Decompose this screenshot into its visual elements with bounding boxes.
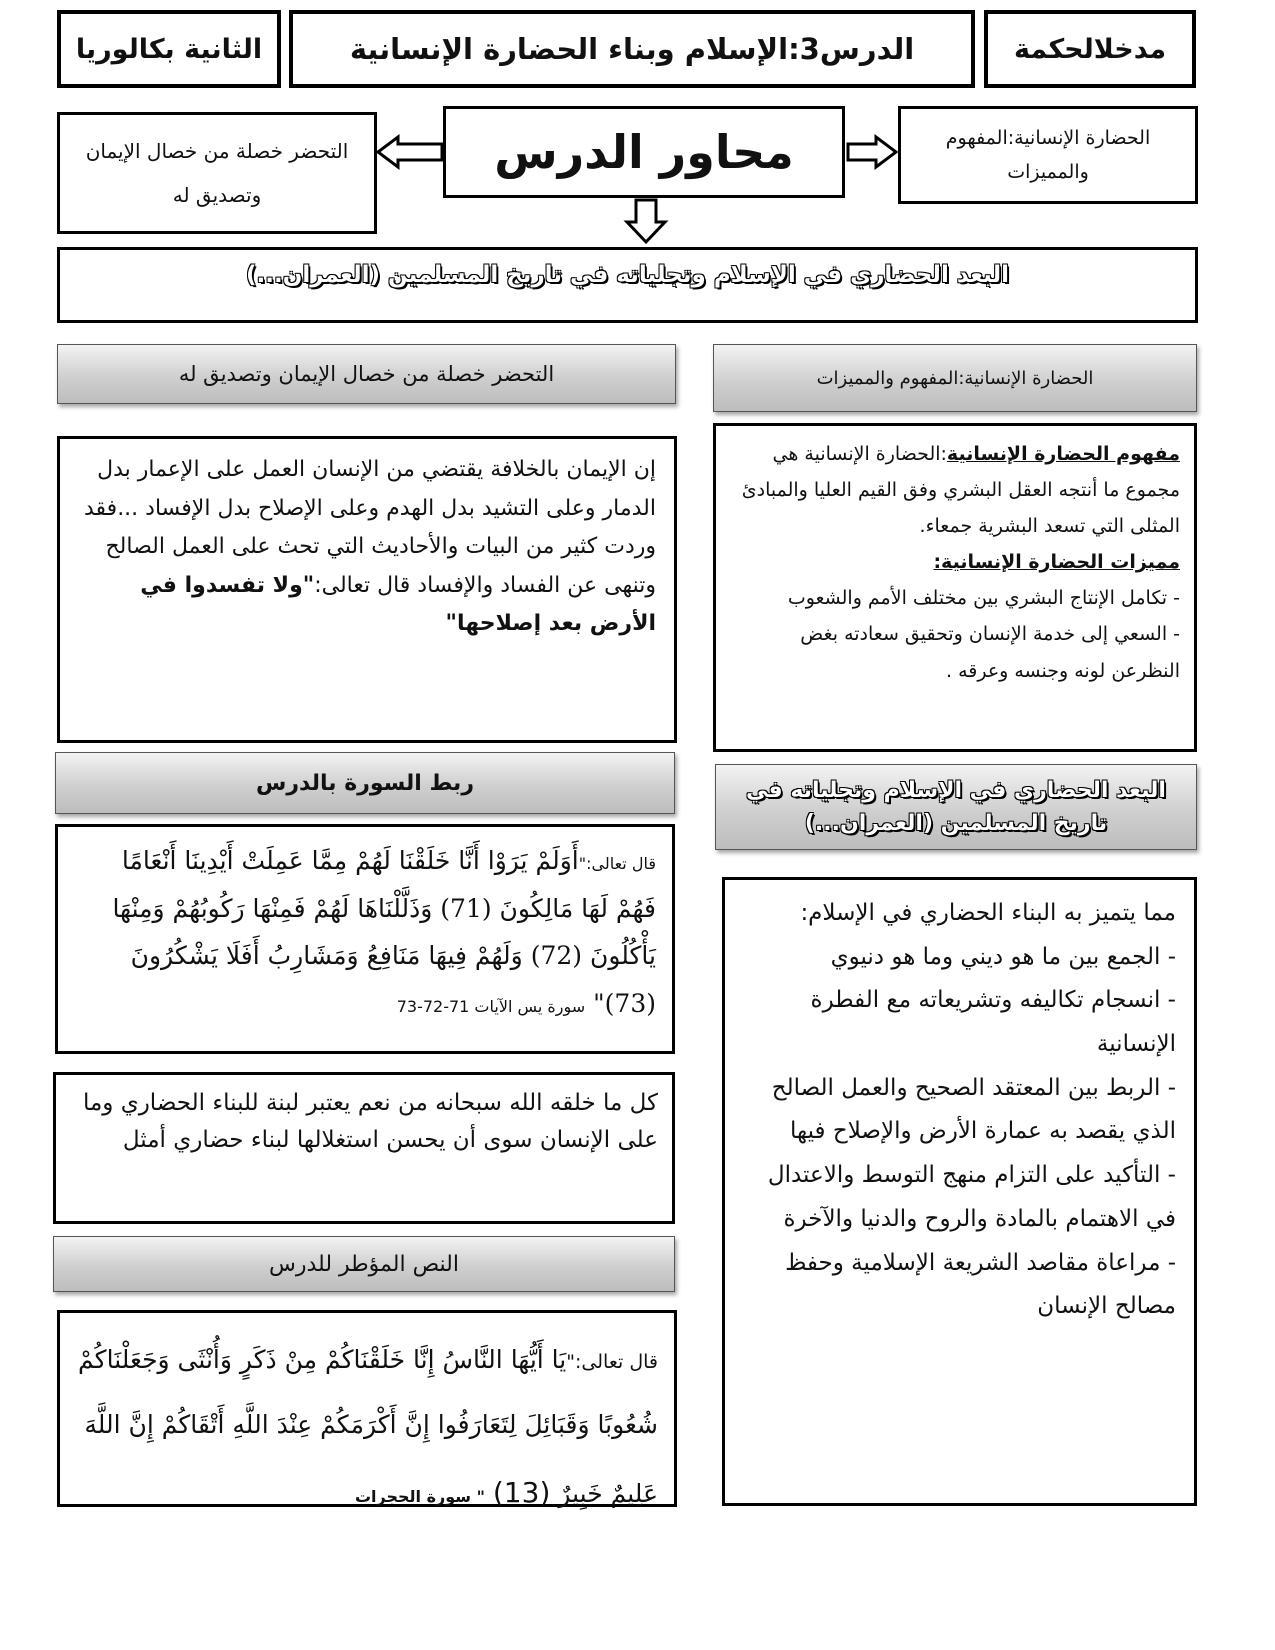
arrow-down-icon [624,198,668,244]
civ-item: - مراعاة مقاصد الشريعة الإسلامية وحفظ مصالح الإنسان [785,1249,1176,1320]
level-label: الثانية بكالوريا [75,33,263,65]
axis-bottom-label: البعد الحضاري في الإسلام وتجلياته في تاريخ المسلمين (العمران...) [246,262,1010,288]
right-heading-civilization [715,764,1197,850]
left-heading-framing-text-label: النص المؤطر للدرس [269,1251,459,1277]
lesson-title: الدرس3:الإسلام وبناء الحضارة الإنسانية [349,32,915,66]
concept-box [713,423,1197,752]
concept-label: مفهوم الحضارة الإنسانية [946,443,1180,465]
center-title-box [443,106,845,198]
axis-right-label: الحضارة الإنسانية:المفهوم والمميزات [945,126,1151,183]
faith-quote: "ولا تفسدوا في الأرض بعد إصلاحها" [140,572,656,636]
subject-box [984,10,1196,88]
civilization-box [722,877,1197,1506]
lesson-title-box [289,10,975,88]
left-heading-surah-link [55,752,675,814]
civ-item: - التأكيد على التزام منهج التوسط والاعتدال في الاهتمام بالمادة والروح والدنيا والآخرة [767,1162,1176,1232]
right-heading-concept [713,344,1197,412]
faith-box [57,436,677,743]
left-heading-surah-link-label: ربط السورة بالدرس [256,770,474,796]
frame-verse: يَا أَيُّهَا النَّاسُ إِنَّا خَلَقْنَاكُمْ مِنْ ذَكَرٍ وَأُنْثَى وَجَعَلْنَاكُمْ شُعُوبًا وَقَبَائِلَ لِتَعَارَفُوا إِنَّ أَكْرَمَكُمْ عِنْدَ اللَّهِ أَتْقَاكُمْ إِنَّ اللَّهَ عَلِيمٌ خَبِيرٌ [78,1345,658,1508]
center-title: محاور الدرس [494,125,794,179]
subject-label: مدخلالحكمة [1013,33,1167,65]
left-heading-faith [57,344,676,404]
feature-1: - تكامل الإنتاج البشري بين مختلف الأمم والشعوب [787,587,1180,610]
civ-item: - الجمع بين ما هو ديني وما هو دنيوي [830,943,1176,970]
arrow-left-icon [376,135,444,169]
verse-intro: قال تعالى:" [578,854,656,873]
features-label: مميزات الحضارة الإنسانية: [933,551,1180,574]
axis-left-box [57,112,377,234]
civ-intro: مما يتميز به البناء الحضاري في الإسلام: [800,900,1176,926]
verse-text: أَوَلَمْ يَرَوْا أَنَّا خَلَقْنَا لَهُمْ مِمَّا عَمِلَتْ أَيْدِينَا أَنْعَامًا فَهُمْ لَهَا مَالِكُونَ (71) وَذَلَّلْنَاهَا لَهُمْ فَمِنْهَا رَكُوبُهُمْ وَمِنْهَا يَأْكُلُونَ (72) وَلَهُمْ فِيهَا مَنَافِعُ وَمَشَارِبُ أَفَلَا يَشْكُرُونَ (73)" [112,846,656,1018]
frame-number: (13) [492,1476,551,1509]
frame-ref: " سورة الحجرات [354,1487,485,1506]
faith-text: إن الإيمان بالخلافة يقتضي من الإنسان العمل على الإعمار بدل الدمار وعلى التشيد بدل الهدم وعلى الإصلاح بدل الإفساد ...فقد وردت كثير من البيات والأحاديث التي تحث على العمل الصالح وتنهى عن الفساد والإفساد قال تعالى: [84,457,656,598]
level-box [57,10,281,88]
frame-intro: قال تعالى:" [566,1351,658,1373]
axis-right-box [898,106,1198,204]
arrow-right-icon [846,135,898,169]
verse-ref: سورة يس الآيات 71-72-73 [396,996,586,1016]
civ-item: - انسجام تكاليفه وتشريعاته مع الفطرة الإنسانية [810,987,1176,1058]
left-heading-faith-label: التحضر خصلة من خصال الإيمان وتصديق له [178,362,555,386]
right-heading-concept-label: الحضارة الإنسانية:المفهوم والمميزات [816,367,1094,389]
right-heading-civilization-label: البعد الحضاري في الإسلام وتجلياته في تاريخ المسلمين (العمران...) [746,778,1166,836]
surah-verse-box [55,824,675,1054]
link-text: كل ما خلقه الله سبحانه من نعم يعتبر لبنة للبناء الحضاري وما على الإنسان سوى أن يحسن استغلالها لبناء حضاري أمثل [82,1090,658,1153]
civ-item: - الربط بين المعتقد الصحيح والعمل الصالح الذي يقصد به عمارة الأرض والإصلاح فيها [771,1074,1176,1145]
link-box [53,1072,675,1224]
left-heading-framing-text [53,1236,675,1292]
feature-2: - السعي إلى خدمة الإنسان وتحقيق سعادته بغض النظرعن لونه وجنسه وعرقه . [800,623,1180,682]
framing-verse-box [57,1310,677,1507]
axis-left-label: التحضر خصلة من خصال الإيمان وتصديق له [85,139,349,207]
concept-text: :الحضارة الإنسانية هي مجموع ما أنتجه العقل البشري وفق القيم العليا والمبادئ المثلى التي تسعد البشرية جمعاء. [741,443,1180,538]
axis-bottom-box [57,247,1198,323]
